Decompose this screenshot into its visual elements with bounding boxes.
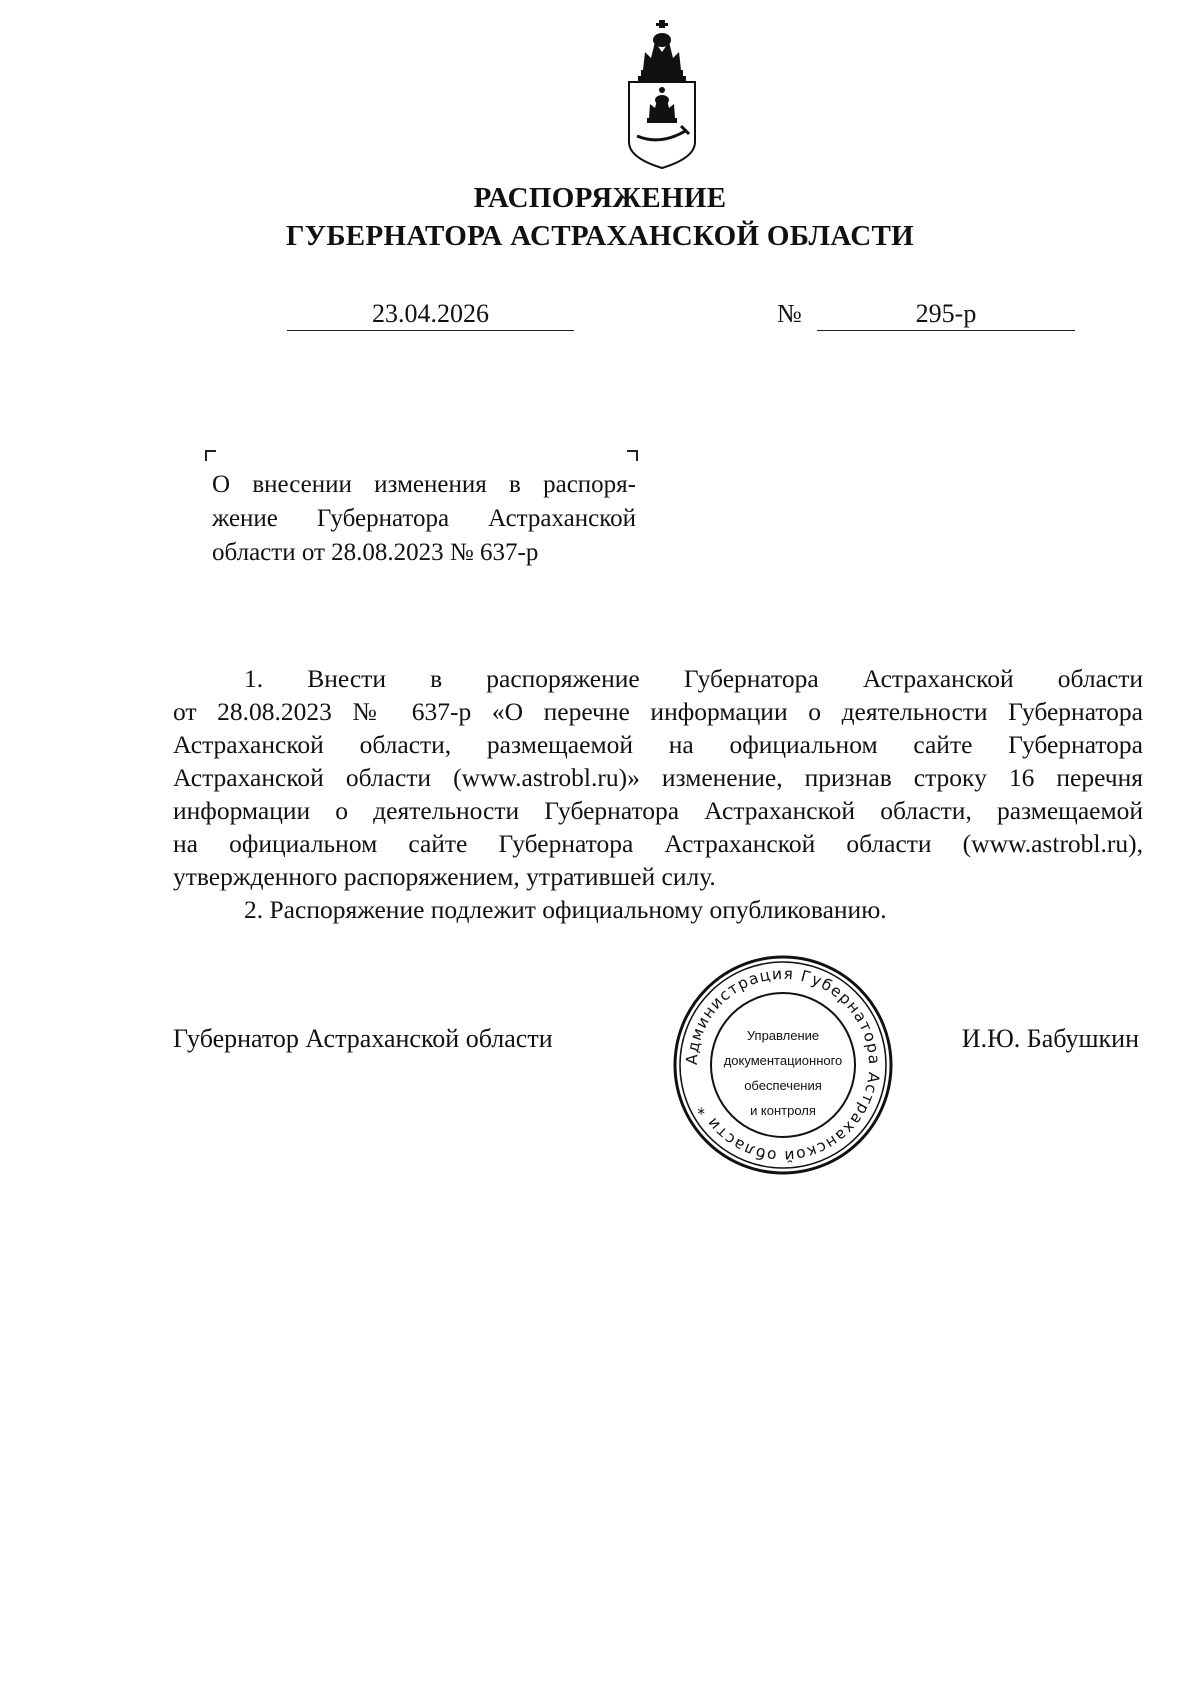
seal-center-line: обеспечения <box>744 1078 822 1093</box>
number-sign: № <box>777 299 802 328</box>
issuer-title: ГУБЕРНАТОРА АСТРАХАНСКОЙ ОБЛАСТИ <box>286 220 914 252</box>
subject-line: области от 28.08.2023 № 637-р <box>212 539 539 566</box>
document-number: 295-р <box>817 298 1075 331</box>
seal-ring-text: Администрация Губернатора Астраханской области * <box>682 964 884 1166</box>
document-body <box>173 662 1143 926</box>
seal-center-line: и контроля <box>750 1103 816 1118</box>
body-line: от 28.08.2023 № 637-р «О перечне информации о деятельности Губернатора <box>173 697 1143 726</box>
seal-center-line: Управление <box>746 1028 820 1043</box>
body-line: утвержденного распоряжением, утратившей силу. <box>173 862 716 891</box>
subject-line: жение Губернатора Астраханской <box>212 505 636 532</box>
body-line: 1. Внести в распоряжение Губернатора Астраханской области <box>244 664 1143 693</box>
official-seal-stamp <box>670 952 896 1178</box>
coat-of-arms-icon <box>621 18 703 170</box>
document-type-title: РАСПОРЯЖЕНИЕ <box>473 182 727 214</box>
subject-corner-left <box>205 450 216 461</box>
body-line: 2. Распоряжение подлежит официальному опубликованию. <box>244 895 887 924</box>
signer-name: И.Ю. Бабушкин <box>961 1024 1139 1053</box>
body-line: Астраханской области, размещаемой на официальном сайте Губернатора <box>173 730 1143 759</box>
signer-position: Губернатор Астраханской области <box>173 1024 553 1053</box>
body-line: Астраханской области (www.astrobl.ru)» изменение, признав строку 16 перечня <box>173 763 1143 792</box>
seal-center-line: документационного <box>723 1053 843 1068</box>
document-subject <box>212 468 636 570</box>
body-line: информации о деятельности Губернатора Астраханской области, размещаемой <box>173 796 1143 825</box>
document-date: 23.04.2026 <box>287 298 574 331</box>
subject-line: О внесении изменения в распоря- <box>212 471 636 498</box>
body-line: на официальном сайте Губернатора Астраханской области (www.astrobl.ru), <box>173 829 1143 858</box>
subject-corner-right <box>627 450 638 461</box>
